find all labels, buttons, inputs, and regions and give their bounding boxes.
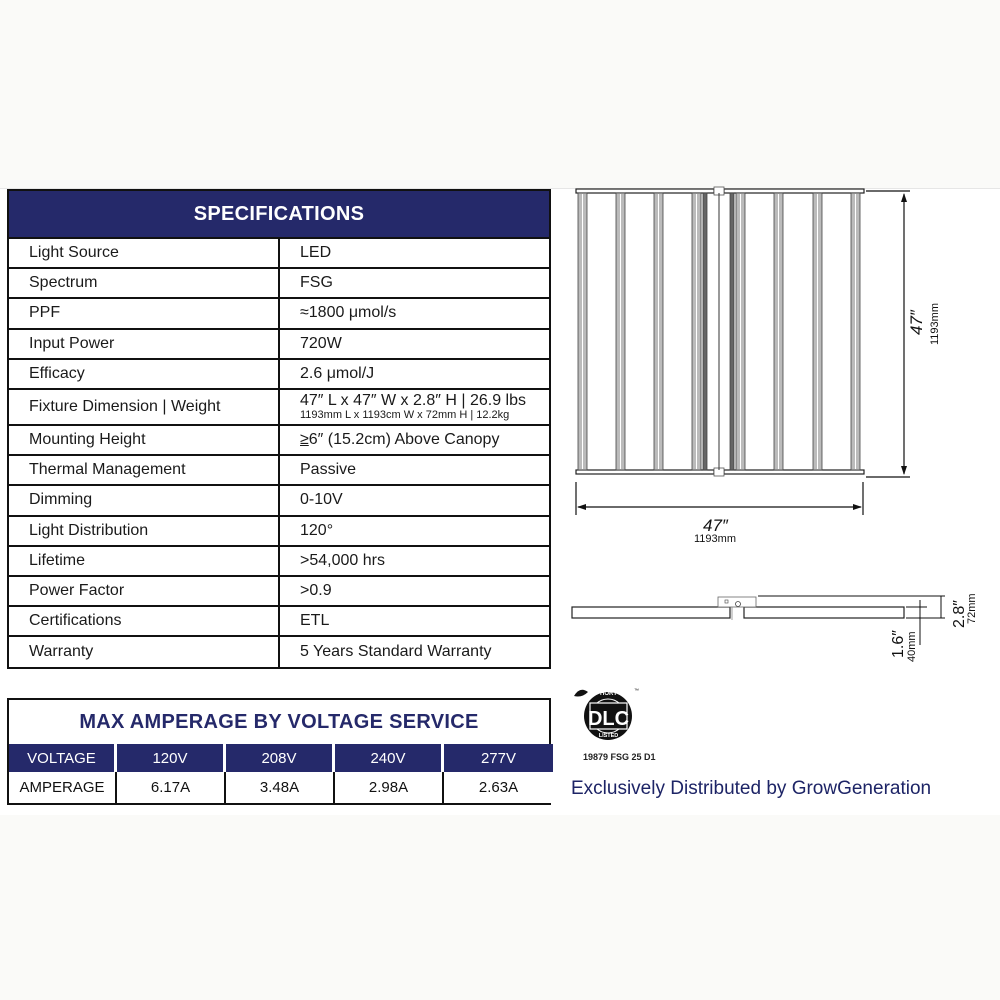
amperage-cell: 2.98A — [335, 772, 444, 803]
spec-value — [280, 426, 549, 454]
spec-label: Lifetime — [9, 547, 280, 575]
distributor-text: Exclusively Distributed by GrowGeneration — [571, 778, 932, 799]
spec-row-certifications — [9, 607, 549, 637]
amperage-label: AMPERAGE — [9, 772, 117, 803]
dlc-listing-number: 19879 FSG 25 D1 — [583, 752, 656, 762]
voltage-cell: 208V — [226, 744, 335, 772]
height-dimension-mm: 1193mm — [929, 303, 941, 345]
dlc-hort-listed-logo-icon — [570, 682, 650, 752]
amperage-table — [7, 698, 551, 805]
logo-main-text: DLC — [587, 708, 630, 730]
fixture-side-view-drawing — [560, 580, 1000, 680]
spec-value: ETL — [300, 612, 330, 630]
specifications-table — [7, 189, 551, 669]
logo-bottom-text: LISTED — [598, 733, 619, 739]
amperage-cell: 6.17A — [117, 772, 226, 803]
spec-label: Input Power — [9, 330, 280, 358]
spec-value: LED — [300, 244, 332, 262]
spec-label: Dimming — [9, 486, 280, 514]
spec-row-ppf — [9, 299, 549, 329]
spec-row-light-source — [9, 239, 549, 269]
spec-label: Power Factor — [9, 577, 280, 605]
spec-row-light-distribution — [9, 517, 549, 547]
spec-value-imperial: 47″ L x 47″ W x 2.8″ H | 26.9 lbs — [300, 391, 526, 409]
spec-row-efficacy — [9, 360, 549, 390]
width-dimension-inches: 47″ — [703, 516, 728, 535]
spec-label: Light Source — [9, 239, 280, 267]
spec-value-text: 6″ (15.2cm) Above Canopy — [308, 431, 500, 449]
amperage-values-row — [9, 772, 549, 803]
total-height-mm: 72mm — [966, 593, 978, 624]
bar-height-inches: 1.6″ — [890, 630, 907, 658]
spec-row-thermal-management — [9, 456, 549, 486]
spec-row-lifetime — [9, 547, 549, 577]
spec-value-metric: 1193mm L x 1193cm W x 72mm H | 12.2kg — [300, 408, 510, 421]
amperage-title: MAX AMPERAGE BY VOLTAGE SERVICE — [79, 710, 479, 733]
specifications-title: SPECIFICATIONS — [9, 191, 549, 239]
spec-value: 120° — [300, 521, 334, 539]
spec-row-spectrum — [9, 269, 549, 299]
voltage-cell: 120V — [117, 744, 226, 772]
spec-label: Warranty — [9, 637, 280, 667]
spec-label: Certifications — [9, 607, 280, 635]
spec-value: ≈1800 μmol/s — [300, 304, 397, 322]
spec-value-prefix: ≥ — [300, 431, 309, 449]
voltage-label: VOLTAGE — [9, 744, 117, 772]
spec-label: Efficacy — [9, 360, 280, 388]
spec-row-power-factor — [9, 577, 549, 607]
spec-value: 0-10V — [300, 491, 343, 509]
spec-value: >54,000 hrs — [300, 551, 385, 569]
spec-row-fixture-dimension — [9, 390, 549, 426]
spec-value: Passive — [300, 461, 357, 479]
spec-value: FSG — [300, 274, 333, 292]
height-dimension-inches: 47″ — [907, 310, 926, 335]
spec-row-mounting-height — [9, 426, 549, 456]
spec-value: >0.9 — [300, 581, 332, 599]
spec-label: PPF — [9, 299, 280, 327]
spec-value — [280, 390, 549, 424]
amperage-cell: 2.63A — [444, 772, 553, 803]
spec-label: Mounting Height — [9, 426, 280, 454]
spec-row-warranty — [9, 637, 549, 667]
logo-top-text: HORT — [600, 691, 617, 697]
spec-row-input-power — [9, 330, 549, 360]
spec-row-dimming — [9, 486, 549, 516]
spec-label: Thermal Management — [9, 456, 280, 484]
spec-label: Spectrum — [9, 269, 280, 297]
voltage-cell: 240V — [335, 744, 444, 772]
amperage-cell: 3.48A — [226, 772, 335, 803]
spec-value: 5 Years Standard Warranty — [300, 643, 492, 661]
bar-height-mm: 40mm — [906, 631, 918, 662]
spec-value: 2.6 μmol/J — [300, 364, 375, 382]
voltage-cell: 277V — [444, 744, 553, 772]
spec-label: Fixture Dimension | Weight — [9, 390, 280, 424]
spec-label: Light Distribution — [9, 517, 280, 545]
voltage-header-row — [9, 744, 549, 772]
trademark-symbol: ™ — [634, 688, 639, 694]
width-dimension-mm: 1193mm — [694, 533, 736, 545]
total-height-inches: 2.8″ — [951, 600, 968, 628]
fixture-top-view-drawing — [560, 180, 1000, 560]
spec-value: 720W — [300, 334, 342, 352]
